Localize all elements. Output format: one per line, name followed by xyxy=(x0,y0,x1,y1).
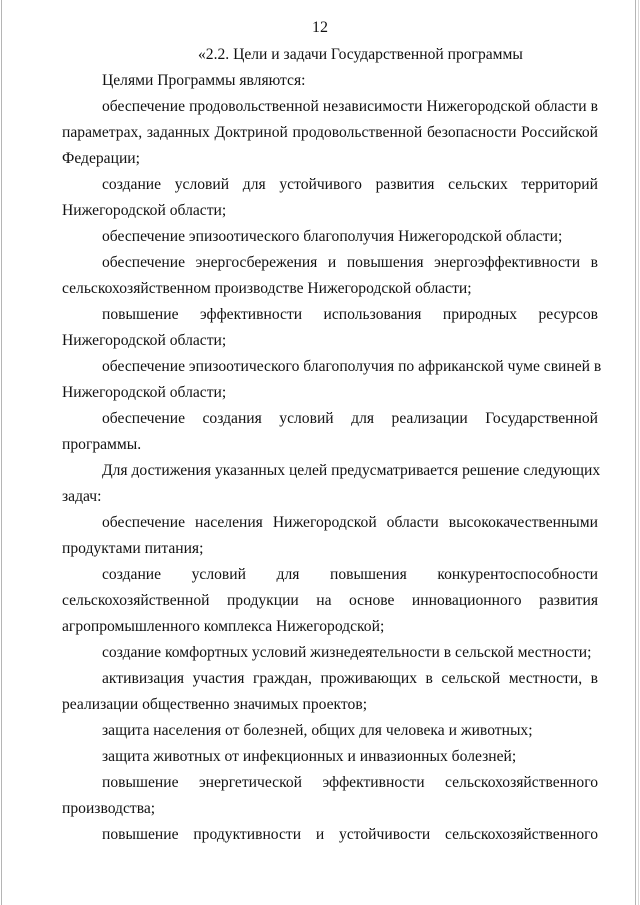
text-line: повышение эффективности использования природных ресурсов xyxy=(102,306,598,323)
text-line: Нижегородской области; xyxy=(62,202,227,219)
text-line: Нижегородской области; xyxy=(62,384,227,401)
text-line: защита населения от болезней, общих для человека и животных; xyxy=(102,722,533,739)
text-line: обеспечение продовольственной независимости Нижегородской области в xyxy=(102,98,598,115)
text-line: обеспечение населения Нижегородской области высококачественными xyxy=(102,514,598,531)
text-line: создание условий для повышения конкурентоспособности xyxy=(102,566,598,583)
section-heading: «2.2. Цели и задачи Государственной программы xyxy=(198,46,523,63)
page-edge-right xyxy=(635,0,636,905)
text-line: обеспечение энергосбережения и повышения энергоэффективности в xyxy=(102,254,598,271)
text-line: активизация участия граждан, проживающих в сельской местности, в xyxy=(102,670,598,687)
text-line: обеспечение эпизоотического благополучия по африканской чуме свиней в xyxy=(102,358,602,375)
text-line: продуктами питания; xyxy=(62,540,204,557)
text-line: задач: xyxy=(62,488,102,505)
text-line: агропромышленного комплекса Нижегородской; xyxy=(62,618,385,635)
text-line: программы. xyxy=(62,436,142,453)
text-line: создание условий для устойчивого развития сельских территорий xyxy=(102,176,598,193)
page-number: 12 xyxy=(312,19,328,36)
text-line: обеспечение эпизоотического благополучия Нижегородской области; xyxy=(102,228,563,245)
text-line: параметрах, заданных Доктриной продовольственной безопасности Российской xyxy=(62,124,598,141)
text-line: Нижегородской области; xyxy=(62,332,227,349)
text-line: Целями Программы являются: xyxy=(102,72,306,89)
page-edge-right-shadow xyxy=(638,0,639,905)
text-line: сельскохозяйственной продукции на основе инновационного развития xyxy=(62,592,598,609)
text-line: защита животных от инфекционных и инвазионных болезней; xyxy=(102,748,517,765)
page-edge-left xyxy=(1,0,2,905)
text-line: повышение продуктивности и устойчивости сельскохозяйственного xyxy=(102,826,598,843)
text-line: реализации общественно значимых проектов; xyxy=(62,696,368,713)
document-body xyxy=(62,42,602,848)
text-line: сельскохозяйственном производстве Нижегородской области; xyxy=(62,280,472,297)
text-line: создание комфортных условий жизнедеятельности в сельской местности; xyxy=(102,644,592,661)
text-line: Для достижения указанных целей предусматривается решение следующих xyxy=(102,462,601,479)
text-line: обеспечение создания условий для реализации Государственной xyxy=(102,410,598,427)
text-line: Федерации; xyxy=(62,150,140,167)
text-line: производства; xyxy=(62,800,156,817)
text-line: повышение энергетической эффективности сельскохозяйственного xyxy=(102,774,598,791)
